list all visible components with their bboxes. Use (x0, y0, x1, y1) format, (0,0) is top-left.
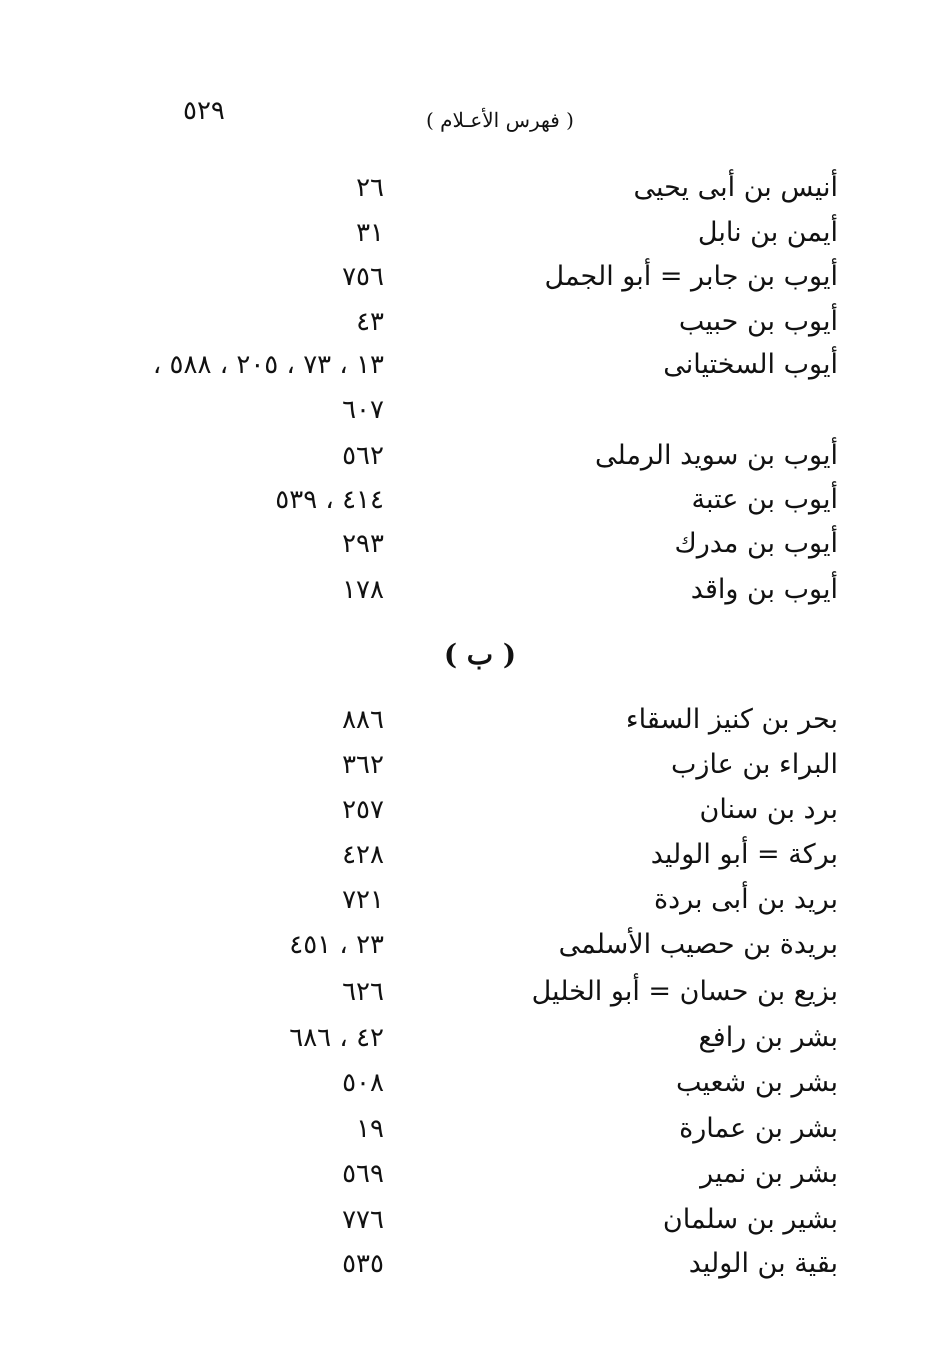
entry-name: بحر بن كنيز السقاء (625, 704, 838, 735)
entry-name: برد بن سنان (699, 794, 838, 825)
index-entry (0, 1244, 936, 1284)
entry-name: أيوب السختيانى (663, 349, 838, 380)
entry-name: أنيس بن أبى يحيى (633, 172, 838, 203)
entry-name: أيوب بن عتبة (691, 484, 838, 515)
entry-name: بقية بن الوليد (688, 1248, 838, 1279)
entry-name: أيوب بن مدرك (674, 528, 838, 559)
entry-pages: ٤٢ ، ٦٨٦ (289, 1023, 384, 1053)
index-entry (0, 1109, 936, 1149)
index-entry (0, 1063, 936, 1103)
entry-pages: ٥٠٨ (342, 1068, 384, 1098)
entry-pages: ٢٩٣ (342, 529, 384, 559)
entry-pages: ٥٣٥ (342, 1249, 384, 1279)
entry-name: بشر بن نمير (700, 1158, 838, 1189)
entry-pages: ٢٥٧ (342, 795, 384, 825)
entry-pages: ٧٢١ (342, 885, 384, 915)
entry-name: بريدة بن حصيب الأسلمى (558, 929, 838, 960)
index-entry (0, 1018, 936, 1058)
entry-name: بريد بن أبى بردة (653, 884, 838, 915)
entry-pages: ٥٦٩ (342, 1159, 384, 1189)
entry-name: أيوب بن جابر = أبو الجمل (544, 261, 838, 292)
index-entry (0, 700, 936, 740)
entry-name: بزيع بن حسان = أبو الخليل (531, 976, 838, 1007)
entry-name: بركة = أبو الوليد (650, 839, 838, 870)
entry-pages: ١٩ (356, 1114, 384, 1144)
section-heading: ( ب ) (443, 638, 517, 671)
entry-pages: ٨٨٦ (342, 705, 384, 735)
index-entry (0, 213, 936, 253)
entry-pages: ١٧٨ (342, 575, 384, 605)
index-entry (0, 1200, 936, 1240)
index-entry (0, 524, 936, 564)
entry-name: أيوب بن حبيب (678, 306, 838, 337)
entry-name: البراء بن عازب (671, 749, 838, 780)
index-entry (0, 1154, 936, 1194)
entry-pages: ٣١ (356, 218, 384, 248)
entry-pages: ٢٦ (356, 173, 384, 203)
index-entry (0, 257, 936, 297)
index-entry (0, 835, 936, 875)
entry-name: أيوب بن واقد (690, 574, 838, 605)
entry-pages: ٢٣ ، ٤٥١ (289, 930, 384, 960)
index-entry (0, 972, 936, 1012)
entry-pages: ٤٣ (356, 307, 384, 337)
entry-name: أيوب بن سويد الرملى (595, 440, 838, 471)
index-entry (0, 302, 936, 342)
entry-pages: ٤٢٨ (342, 840, 384, 870)
index-entry (0, 570, 936, 610)
index-entry (0, 880, 936, 920)
index-entry (0, 745, 936, 785)
entry-name: بشر بن شعيب (675, 1067, 838, 1098)
entry-pages: ١٣ ، ٧٣ ، ٢٠٥ ، ٥٨٨ ، (152, 350, 384, 380)
index-entry (0, 168, 936, 208)
entry-pages: ٣٦٢ (342, 750, 384, 780)
index-entry (0, 480, 936, 520)
entry-name: أيمن بن نابل (697, 217, 838, 248)
entry-name: بشر بن عمارة (679, 1113, 838, 1144)
running-header: ( فهرس الأعـلام ) (426, 108, 574, 132)
entry-pages: ٧٥٦ (342, 262, 384, 292)
entry-pages: ٦٢٦ (342, 977, 384, 1007)
entry-pages: ٤١٤ ، ٥٣٩ (275, 485, 384, 515)
entry-name: بشير بن سلمان (662, 1204, 838, 1235)
entry-pages: ٦٠٧ (342, 395, 384, 425)
index-entry (0, 790, 936, 830)
page-number: ٥٢٩ (183, 96, 225, 126)
index-entry (0, 925, 936, 965)
index-entry (0, 345, 936, 385)
index-entry (0, 390, 936, 430)
entry-pages: ٧٧٦ (342, 1205, 384, 1235)
entry-pages: ٥٦٢ (342, 441, 384, 471)
entry-name: بشر بن رافع (698, 1022, 838, 1053)
index-entry (0, 436, 936, 476)
